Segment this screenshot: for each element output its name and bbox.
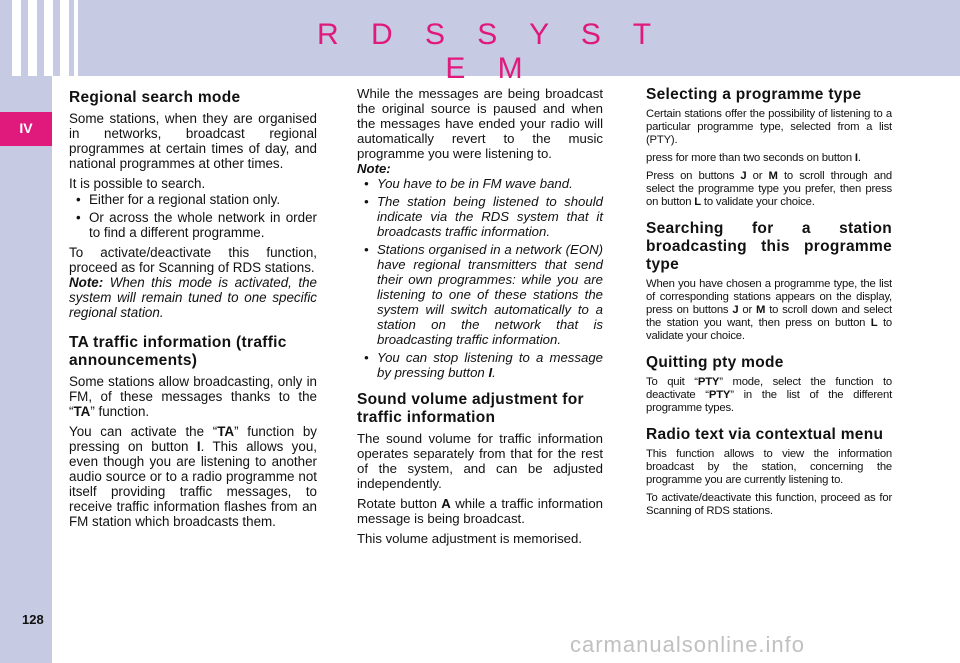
note-paragraph <box>69 275 317 320</box>
list-item: • You have to be in FM wave band. <box>357 176 603 191</box>
text-run: When you have chosen a programme type, the list of corresponding stations appears on the display, press on buttons <box>646 278 892 316</box>
paragraph: Certain stations offer the possibility of listening to a particular programme type, selected from a list (PTY). <box>646 108 892 146</box>
text-run: You can stop listening to a message by pressing button <box>377 350 603 380</box>
paragraph <box>357 496 603 526</box>
text-run: . <box>857 152 861 164</box>
bold-text: L <box>694 196 701 208</box>
text-run: ” function. <box>90 404 150 419</box>
paragraph: Some stations, when they are organised in networks, broadcast regional programmes at certain times of day, and national programmes at other times. <box>69 111 317 171</box>
note-label: Note: <box>69 275 104 290</box>
header-stripe <box>60 0 69 76</box>
bold-text: I <box>488 365 493 380</box>
text-run: ” in the list of the different programme types. <box>646 389 893 414</box>
paragraph <box>646 278 892 343</box>
paragraph: It is possible to search. <box>69 176 206 191</box>
bold-text: M <box>768 170 778 182</box>
column-left <box>69 86 317 534</box>
note-label: Note: <box>357 161 391 176</box>
bold-text: I <box>854 152 858 164</box>
text-run: . <box>492 365 496 380</box>
bold-text: PTY <box>697 376 720 388</box>
section-heading: Searching for a station broadcasting this programme type <box>646 220 892 273</box>
paragraph: This volume adjustment is memorised. <box>357 531 582 546</box>
paragraph <box>69 424 317 529</box>
page-title: R D S S Y S T E M <box>316 18 664 85</box>
text-run: to validate your choice. <box>700 196 815 208</box>
text-run: press for more than two seconds on button <box>646 152 855 164</box>
bullet-list <box>357 176 603 380</box>
paragraph <box>646 376 892 415</box>
bold-text: TA <box>73 404 91 419</box>
text-run: You can activate the “ <box>69 424 218 439</box>
bold-text: J <box>732 304 739 316</box>
text-run: ” mode, select the function to deactivate “ <box>646 376 893 401</box>
paragraph: The sound volume for traffic information operates separately from that for the rest of the system, and can be adjusted independently. <box>357 431 603 491</box>
text-run: Press on buttons <box>646 170 741 182</box>
bullet-list <box>69 192 317 240</box>
bold-text: J <box>740 170 747 182</box>
list-item: • Or across the whole network in order to find a different programme. <box>69 210 317 240</box>
list-item: • The station being listened to should indicate via the RDS system that it broadcasts traffic information. <box>357 194 603 239</box>
section-heading: TA traffic information (traffic announcements) <box>69 334 287 369</box>
column-middle <box>357 86 603 551</box>
chapter-label: IV <box>19 120 33 136</box>
note-text: When this mode is activated, the system will remain tuned to one specific regional station. <box>69 275 317 320</box>
paragraph: While the messages are being broadcast the original source is paused and when the messages have ended your radio will automatically revert to the music programme you were listening to. <box>357 86 603 161</box>
header-stripe <box>28 0 37 76</box>
list-item: • Stations organised in a network (EON) have regional transmitters that send their own programmes: while you are listening to one of these stations the system will switch automatically to a station on the network that is broadcasting traffic information. <box>357 242 603 347</box>
text-run: Some stations allow broadcasting, only in FM, of these messages thanks to the “ <box>69 374 317 419</box>
section-heading: Quitting pty mode <box>646 354 784 371</box>
text-run: ” function by pressing on button <box>69 424 317 454</box>
paragraph: To activate/deactivate this function, proceed as for Scanning of RDS stations. <box>646 492 892 517</box>
header-stripe <box>74 0 78 76</box>
bold-text: L <box>870 317 878 329</box>
bold-text: A <box>441 496 451 511</box>
paragraph <box>69 374 317 419</box>
section-heading: Selecting a programme type <box>646 86 862 103</box>
text-run: or <box>738 304 757 316</box>
text-run: To quit “ <box>646 376 698 388</box>
paragraph <box>646 152 892 165</box>
header-stripe <box>44 0 53 76</box>
page-number: 128 <box>22 612 44 627</box>
list-item <box>357 350 603 380</box>
paragraph: To activate/deactivate this function, proceed as for Scanning of RDS stations. <box>69 245 317 275</box>
text-run: to scroll down and select the station you want, then press on button <box>646 304 892 329</box>
header-stripe <box>12 0 21 76</box>
text-run: to scroll through and select the programme type you prefer, then press on button <box>646 170 892 208</box>
text-run: while a traffic information message is being broadcast. <box>357 496 603 526</box>
bold-text: TA <box>217 424 235 439</box>
section-heading: Radio text via contextual menu <box>646 426 884 443</box>
paragraph <box>646 170 892 209</box>
text-run: . This allows you, even though you are listening to another audio source or to a radio programme not itself providing traffic messages, to receive traffic information flashes from an FM station which broadcasts them. <box>69 439 317 529</box>
bold-text: M <box>756 304 766 316</box>
column-right <box>646 86 892 523</box>
text-run: Rotate button <box>357 496 442 511</box>
paragraph: This function allows to view the information broadcast by the station, concerning the programme you are currently listening to. <box>646 448 892 486</box>
bold-text: I <box>196 439 201 454</box>
text-run: or <box>746 170 769 182</box>
chapter-sidebar <box>0 76 52 663</box>
watermark[interactable]: carmanualsonline.info <box>570 632 806 657</box>
text-run: to validate your choice. <box>646 317 892 342</box>
list-item: • Either for a regional station only. <box>69 192 317 207</box>
bold-text: PTY <box>708 389 731 401</box>
section-heading: Sound volume adjustment for traffic information <box>357 391 584 426</box>
section-heading: Regional search mode <box>69 89 241 106</box>
